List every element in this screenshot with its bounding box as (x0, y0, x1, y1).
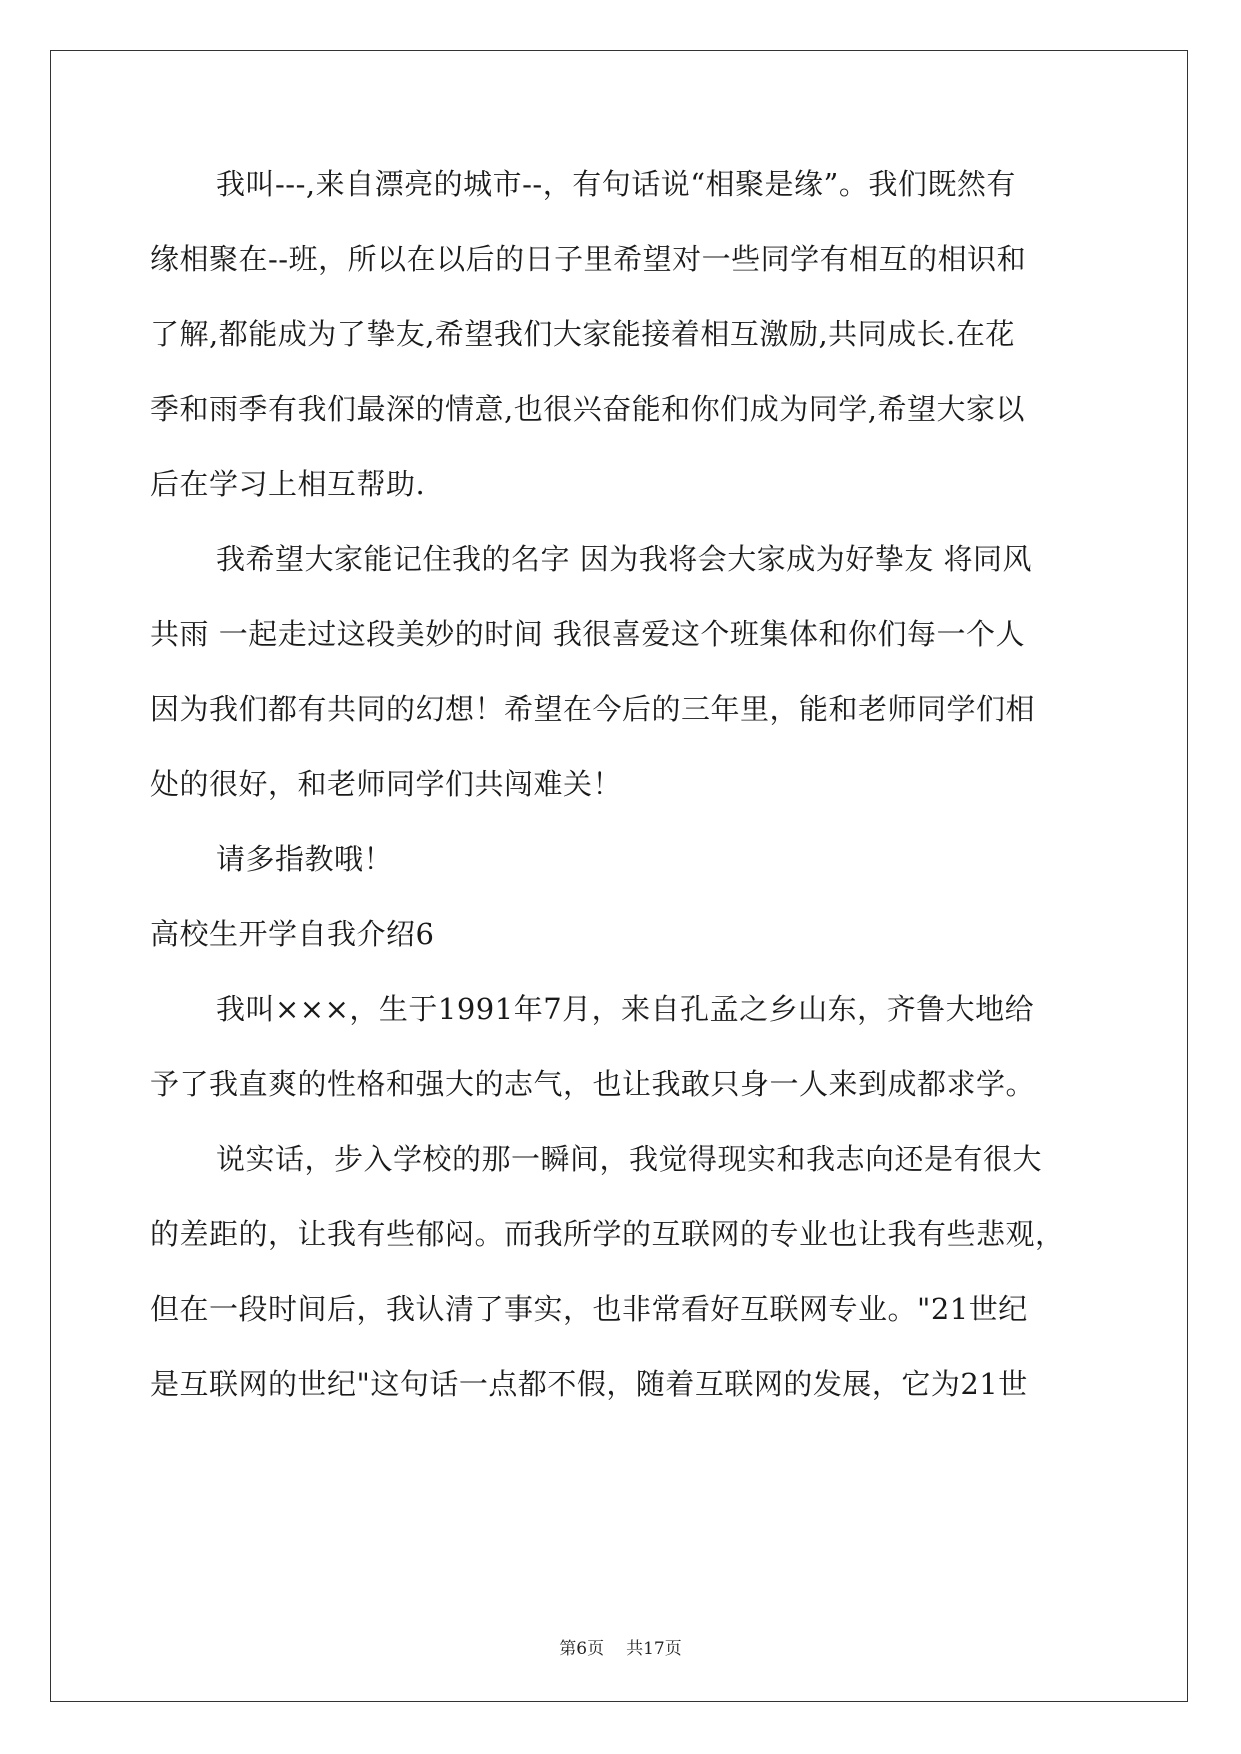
paragraph-3-line-1: 请多指教哦！ (216, 842, 394, 876)
page-number: 第6页 (559, 1639, 605, 1659)
section-paragraph-2-line-2: 的差距的，让我有些郁闷。而我所学的互联网的专业也让我有些悲观， (150, 1217, 1065, 1251)
section-paragraph-2-line-1: 说实话，步入学校的那一瞬间，我觉得现实和我志向还是有很大 (216, 1142, 1043, 1176)
paragraph-1-line-4: 季和雨季有我们最深的情意,也很兴奋能和你们成为同学,希望大家以 (150, 392, 1025, 426)
section-title: 高校生开学自我介绍6 (150, 917, 435, 951)
paragraph-2-line-4: 处的很好，和老师同学们共闯难关！ (150, 767, 623, 801)
paragraph-1-line-5: 后在学习上相互帮助. (150, 467, 426, 501)
paragraph-2-line-2: 共雨 一起走过这段美妙的时间 我很喜爱这个班集体和你们每一个人 (150, 617, 1025, 651)
paragraph-2-line-1: 我希望大家能记住我的名字 因为我将会大家成为好挚友 将同风 (216, 542, 1032, 576)
section-paragraph-2-line-4: 是互联网的世纪"这句话一点都不假，随着互联网的发展，它为21世 (150, 1367, 1028, 1401)
paragraph-1-line-1: 我叫---,来自漂亮的城市--，有句话说“相聚是缘”。我们既然有 (216, 167, 1016, 201)
page-footer (0, 1634, 1241, 1659)
section-paragraph-2-line-3: 但在一段时间后，我认清了事实，也非常看好互联网专业。"21世纪 (150, 1292, 1028, 1326)
page-total: 共17页 (626, 1639, 682, 1659)
paragraph-1-line-2: 缘相聚在--班，所以在以后的日子里希望对一些同学有相互的相识和 (150, 242, 1027, 276)
section-paragraph-1-line-1: 我叫×××，生于1991年7月，来自孔孟之乡山东，齐鲁大地给 (216, 992, 1035, 1026)
paragraph-1-line-3: 了解,都能成为了挚友,希望我们大家能接着相互激励,共同成长.在花 (150, 317, 1015, 351)
paragraph-2-line-3: 因为我们都有共同的幻想！希望在今后的三年里，能和老师同学们相 (150, 692, 1036, 726)
section-paragraph-1-line-2: 予了我直爽的性格和强大的志气，也让我敢只身一人来到成都求学。 (150, 1067, 1036, 1101)
